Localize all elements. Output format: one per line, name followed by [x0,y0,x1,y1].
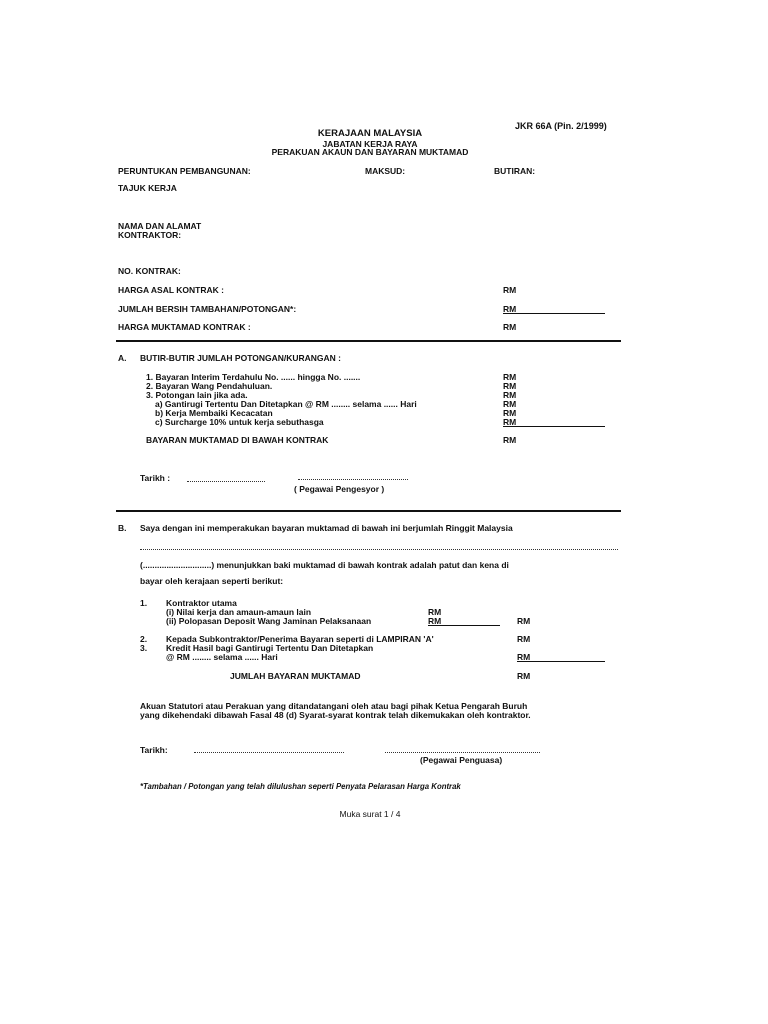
perakuan-line-3: bayar oleh kerajaan seperti berikut: [140,576,284,586]
num-1: 1. [140,598,148,608]
butiran-label: BUTIRAN: [494,166,536,176]
item3a-rm: RM [503,399,517,409]
item3b-rm: RM [503,408,517,418]
item3c-rm: RM [503,417,517,427]
section-a-letter: A. [118,353,127,363]
perakuan-line-2: (.............................) menunjukkan baki muktamad di bawah kontrak adalah patut dan kena di [140,560,509,570]
nilai-kerja: (i) Nilai kerja dan amaun-amaun lain [166,607,312,617]
nilai-kerja-rm: RM [428,607,442,617]
kredit-underline [517,661,605,662]
item-gantirugi: a) Gantirugi Tertentu Dan Ditetapkan @ RM ........ selama ...... Hari [155,399,417,409]
polopasan-underline [428,625,500,626]
nama-alamat-label: NAMA DAN ALAMAT [118,221,202,231]
tarikh-line-a[interactable] [187,481,265,482]
num-2: 2. [140,634,148,644]
item1-total-rm: RM [517,616,531,626]
perakuan-line-1: Saya dengan ini memperakukan bayaran muktamad di bawah ini berjumlah Ringgit Malaysia [140,523,513,533]
item-wang-pendahuluan: 2. Bayaran Wang Pendahuluan. [146,381,273,391]
no-kontrak-label: NO. KONTRAK: [118,266,181,276]
kredit-hasil-line2: @ RM ........ selama ...... Hari [166,652,278,662]
item3-rm: RM [503,390,517,400]
page-number: Muka surat 1 / 4 [339,809,401,819]
jumlah-bayaran-rm: RM [517,671,531,681]
department-title: JABATAN KERJA RAYA [322,139,418,149]
signature-line-a[interactable] [298,479,408,480]
item-membaiki-kecacatan: b) Kerja Membaiki Kecacatan [155,408,273,418]
kredit-hasil-rm: RM [517,652,531,662]
subkontraktor-label: Kepada Subkontraktor/Penerima Bayaran seperti di LAMPIRAN 'A' [166,634,434,644]
item-surcharge: c) Surcharge 10% untuk kerja sebuthasga [155,417,324,427]
section-a-heading: BUTIR-BUTIR JUMLAH POTONGAN/KURANGAN : [140,353,341,363]
pegawai-penguasa: (Pegawai Penguasa) [420,755,503,765]
bayaran-muktamad-rm: RM [503,435,517,445]
harga-asal-rm: RM [503,285,517,295]
tarikh-label-a: Tarikh : [140,473,171,483]
bayaran-muktamad-label: BAYARAN MUKTAMAD DI BAWAH KONTRAK [146,435,329,445]
akuan-line-1: Akuan Statutori atau Perakuan yang ditandatangani oleh atau bagi pihak Ketua Pengarah Buruh [140,701,528,711]
item2-rm: RM [503,381,517,391]
kontraktor-label: KONTRAKTOR: [118,230,182,240]
kontraktor-utama: Kontraktor utama [166,598,237,608]
num-3: 3. [140,643,148,653]
harga-muktamad-rm: RM [503,322,517,332]
tajuk-kerja-label: TAJUK KERJA [118,183,177,193]
kredit-hasil-label: Kredit Hasil bagi Gantirugi Tertentu Dan Ditetapkan [166,643,374,653]
form-reference: JKR 66A (Pin. 2/1999) [515,121,607,131]
signature-line-b[interactable] [385,752,540,753]
government-title: KERAJAAN MALAYSIA [317,128,423,139]
form-title: PERAKUAN AKAUN DAN BAYARAN MUKTAMAD [271,147,469,157]
pegawai-pengesyor: ( Pegawai Pengesyor ) [294,484,385,494]
item1-rm: RM [503,372,517,382]
ringgit-words-line[interactable] [140,549,618,550]
jumlah-bersih-rm: RM [503,304,517,314]
tarikh-label-b: Tarikh: [140,745,168,755]
item3c-underline [503,426,605,427]
item-potongan-lain: 3. Potongan lain jika ada. [146,390,248,400]
section-b-letter: B. [118,523,127,533]
section-divider [116,340,621,342]
polopasan-rm: RM [428,616,442,626]
item-bayaran-interim: 1. Bayaran Interim Terdahulu No. ...... hingga No. ....... [146,372,361,382]
jumlah-bersih-label: JUMLAH BERSIH TAMBAHAN/POTONGAN*: [118,304,297,314]
section-divider-b [116,510,621,512]
peruntukan-label: PERUNTUKAN PEMBANGUNAN: [118,166,251,176]
akuan-line-2: yang dikehendaki dibawah Fasal 48 (d) Syarat-syarat kontrak telah dikemukakan oleh kontraktor. [140,710,531,720]
jumlah-bersih-underline [503,313,605,314]
polopasan-deposit: (ii) Polopasan Deposit Wang Jaminan Pelaksanaan [166,616,372,626]
harga-asal-label: HARGA ASAL KONTRAK : [118,285,224,295]
subkontraktor-rm: RM [517,634,531,644]
footnote: *Tambahan / Potongan yang telah dilulushan seperti Penyata Pelarasan Harga Kontrak [140,782,461,791]
jumlah-bayaran-label: JUMLAH BAYARAN MUKTAMAD [230,671,361,681]
maksud-label: MAKSUD: [365,166,406,176]
harga-muktamad-label: HARGA MUKTAMAD KONTRAK : [118,322,251,332]
tarikh-line-b[interactable] [194,752,344,753]
